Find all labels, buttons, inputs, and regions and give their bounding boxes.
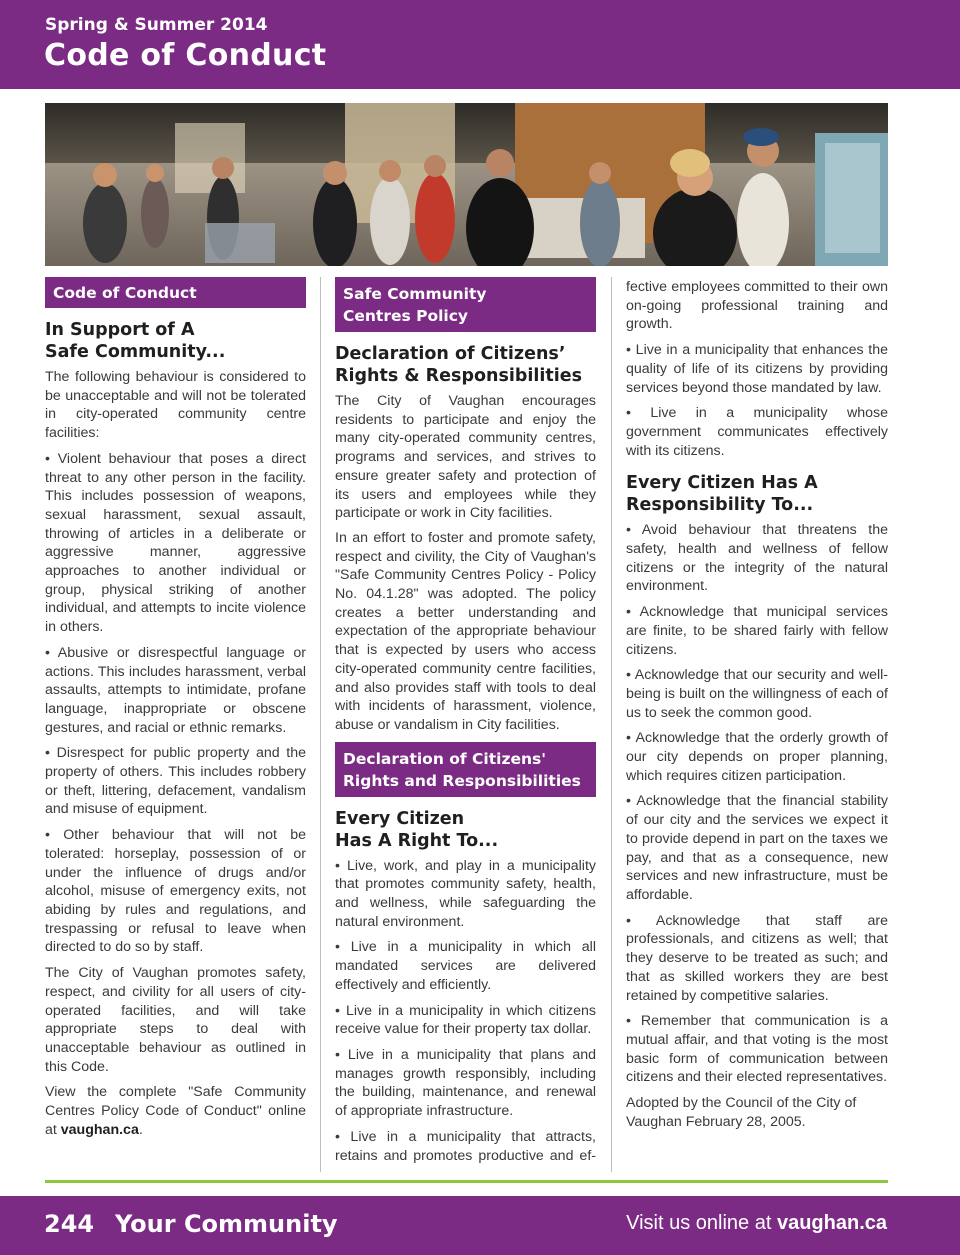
- bullet-other-behaviour: • Other behaviour that will not be tolerated: horseplay, possession of or under the influence of drugs and/or alcohol, misuse of emergency exits, not abiding by rules and regulations, and trespassing or refusal to leave when directed to do so by staff.: [45, 827, 306, 956]
- bullet-responsibility: • Acknowledge that the financial stability of our city and the services we expect it to provide depend in part on the taxes we pay, and that as a consequence, new services and new infrastructure, must be affordable.: [626, 793, 888, 903]
- page-number: 244: [44, 1210, 95, 1238]
- edition-label: Spring & Summer 2014: [45, 15, 268, 35]
- bullet-responsibility: • Avoid behaviour that threatens the safety, health and wellness of fellow citizens or the integrity of the natural environment.: [626, 522, 888, 595]
- window: [175, 123, 245, 193]
- heading-responsibility-to: Every Citizen Has A Responsibility To...: [626, 473, 818, 516]
- view-policy-paragraph: View the complete "Safe Community Centres Policy Code of Conduct" online at vaughan.ca.: [45, 1084, 306, 1138]
- heading-safe-community: In Support of A Safe Community...: [45, 320, 226, 362]
- page-footer: [0, 1196, 960, 1255]
- bullet-right: • Live in a municipality that attracts, retains and promotes productive and ef-: [335, 1128, 596, 1164]
- section-bar-declaration: Declaration of Citizens' Rights and Responsibilities: [335, 742, 596, 797]
- paragraph: The following behaviour is considered to be unacceptable and will not be tolerated in city-operated community centre facilities:: [45, 369, 306, 442]
- page-header: [0, 0, 960, 89]
- photo-illustration: [45, 103, 888, 266]
- bullet-right-continued: fective employees committed to their own on-going professional training and growth.: [626, 279, 888, 333]
- bullet-right: • Live in a municipality in which all mandated services are delivered effectively and efficiently.: [335, 939, 596, 993]
- column-divider-2: [611, 277, 612, 1172]
- bullet-responsibility: • Acknowledge that staff are professionals, and citizens as well; that they deserve to be treated as such; and that as skilled workers they are best retained by competitive salaries.: [626, 912, 888, 1004]
- bullet-responsibility: • Remember that communication is a mutual affair, and that voting is the most basic form of communication between citizens and their elected representatives.: [626, 1013, 888, 1086]
- bullet-right: • Live in a municipality that plans and manages growth responsibly, including the building, maintenance, and renewal of appropriate infrastructure.: [335, 1046, 596, 1120]
- column-divider-1: [320, 277, 321, 1172]
- community-centre-photo: [45, 103, 888, 266]
- bullet-disrespect-property: • Disrespect for public property and the property of others. This includes robbery or theft, littering, defacement, vandalism and misuse of equipment.: [45, 745, 306, 818]
- bullet-right: • Live in a municipality in which citizens receive value for their property tax dollar.: [335, 1002, 596, 1038]
- section-name: Your Community: [115, 1210, 338, 1238]
- section-bar-label: Code of Conduct: [53, 284, 197, 302]
- vaughan-link[interactable]: vaughan.ca: [60, 1121, 139, 1138]
- bullet-responsibility: • Acknowledge that municipal services are finite, to be shared fairly with fellow citizens.: [626, 604, 888, 658]
- footer-vaughan-link[interactable]: vaughan.ca: [776, 1212, 887, 1234]
- column-code-of-conduct: [45, 277, 306, 1146]
- section-bar-safe-community: Safe Community Centres Policy: [335, 277, 596, 332]
- paragraph: In an effort to foster and promote safety, respect and civility, the City of Vaughan's "Safe Community Centres Policy - Policy No. 04.1.28" was adopted. The policy creates a better understanding and expectation of the appropriate behaviour that is expected by users who access city-operated community centre facilities, and also provides staff with tools to deal with incidents of harassment, violence, abuse or vandalism in City facilities.: [335, 529, 596, 733]
- bullet-violent-behaviour: • Violent behaviour that poses a direct threat to any other person in the facility. This includes possession of weapons, sexual harassment, sexual assault, throwing of articles in a deliberate or aggressive manner, aggressive approaches to another individual or group, physical striking of another individual, and attempts to incite violence in others.: [45, 450, 306, 636]
- bullet-right: • Live in a municipality that enhances the quality of life of its citizens by providing services beyond those mandated by law.: [626, 342, 888, 396]
- heading-declaration: Declaration of Citizens’ Rights & Responsibilities: [335, 344, 583, 386]
- page-title: Code of Conduct: [44, 38, 327, 73]
- column-responsibilities: [626, 278, 888, 1138]
- adoption-note: Adopted by the Council of the City of Vaughan February 28, 2005.: [626, 1095, 857, 1130]
- paragraph: The City of Vaughan promotes safety, respect, and civility for all users of city-operated facilities, and will take appropriate steps to deal with unacceptable behaviour as outlined in this Code.: [45, 965, 306, 1075]
- heading-right-to: Every Citizen Has A Right To...: [335, 808, 499, 851]
- footer-rule: [45, 1180, 888, 1183]
- paragraph: The City of Vaughan encourages residents to participate and enjoy the many city-operated community centres, programs and services, and strives to ensure greater safety and protection of its users and employees while they participate or work in City facilities.: [335, 393, 596, 522]
- bullet-responsibility: • Acknowledge that the orderly growth of our city depends on proper planning, which requires citizen participation.: [626, 730, 888, 784]
- column-safe-community-policy: [335, 277, 596, 1172]
- bullet-right: • Live, work, and play in a municipality that promotes community safety, health, and wellness, while safeguarding the natural environment.: [335, 857, 596, 930]
- visit-online: Visit us online at vaughan.ca: [626, 1212, 887, 1234]
- section-bar-code-of-conduct: [45, 277, 306, 308]
- bullet-abusive-language: • Abusive or disrespectful language or actions. This includes harassment, verbal assaults, attempts to intimidate, profane language, inappropriate or obscene gestures, and racial or ethnic remarks.: [45, 644, 306, 736]
- bullet-right: • Live in a municipality whose government communicates effectively with its citizens.: [626, 405, 888, 459]
- bullet-responsibility: • Acknowledge that our security and well-being is built on the willingness of each of us to seek the common good.: [626, 667, 888, 721]
